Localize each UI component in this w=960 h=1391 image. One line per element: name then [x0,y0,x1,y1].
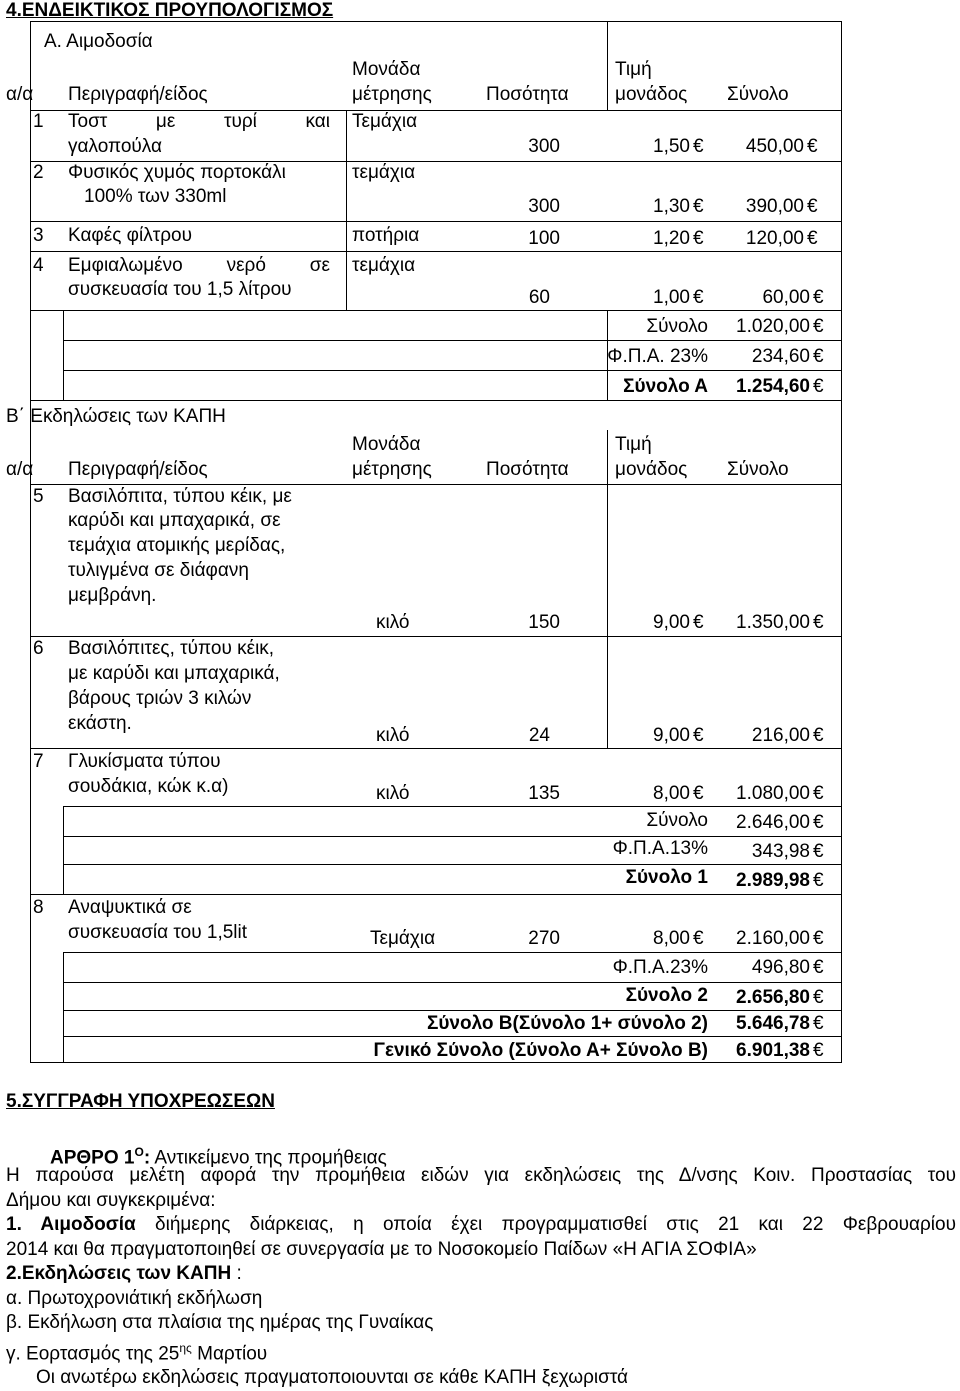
row-unit-price: 1,30 [653,196,690,217]
item-2-text: : [231,1263,242,1284]
subtotal-label: Σύνολο [646,810,708,831]
col-header-qty: Ποσότητα [486,84,569,105]
total-b-label: Σύνολο Β(Σύνολο 1+ σύνολο 2) [426,1013,708,1034]
sub-item-c [6,1336,956,1367]
row-description-line: τυλιγμένα σε διάφανη [68,560,249,581]
row-description: Γλυκίσματα τύπου [68,751,221,772]
row-total: 390,00 [745,196,804,217]
euro-icon: € [693,287,704,308]
item-1-heading: 1. Αιμοδοσία [6,1214,136,1235]
total-1-value: 2.989,98 [736,870,810,891]
grand-total-value: 6.901,38 [736,1040,810,1061]
euro-icon: € [693,196,704,217]
row-qty: 24 [528,725,550,746]
euro-icon: € [693,928,704,949]
vat-label: Φ.Π.Α. 23% [607,346,708,367]
euro-icon: € [813,612,824,633]
col-header-unit: Μονάδα [352,59,421,80]
euro-icon: € [813,783,824,804]
row-number: 2 [33,162,44,183]
grand-total-label: Γενικό Σύνολο (Σύνολο Α+ Σύνολο Β) [373,1040,708,1061]
row-total: 120,00 [745,228,804,249]
row-qty: 300 [528,196,560,217]
row-description-line: συσκευασία του 1,5lit [68,922,248,943]
section-b-title: Β΄ Εκδηλώσεις των ΚΑΠΗ [6,406,226,427]
row-unit-price: 9,00 [653,612,690,633]
col-header-unit-line2: μέτρησης [352,459,432,480]
euro-icon: € [693,725,704,746]
row-number: 1 [33,111,44,132]
row-total: 1.350,00 [736,612,810,633]
total-a-label: Σύνολο Α [623,376,708,397]
col-header-price: Τιμή [615,59,652,80]
row-description: Εμφιαλωμένο νερό σε [68,255,330,276]
total-2-label: Σύνολο 2 [625,985,708,1006]
euro-icon: € [807,196,818,217]
row-description-line2: συσκευασία του 1,5 λίτρου [68,279,292,300]
euro-icon: € [813,287,824,308]
euro-icon: € [813,346,824,367]
row-number: 3 [33,225,44,246]
col-header-total: Σύνολο [727,84,789,105]
sub-item-c-month: Μαρτίου [191,1342,268,1364]
row-description-line: καρύδι και μπαχαρικά, σε [68,510,281,531]
euro-icon: € [813,725,824,746]
section-a-title: Α. Αιμοδοσία [44,31,153,52]
euro-icon: € [813,376,824,397]
row-unit-price: 1,50 [653,136,690,157]
row-total: 2.160,00 [736,928,810,949]
row-total: 450,00 [745,136,804,157]
row-unit-price: 8,00 [653,928,690,949]
col-header-unit: Μονάδα [352,434,421,455]
item-1-line2: 2014 και θα πραγματοποιηθεί σε συνεργασία με το Νοσοκομείο Παίδων «Η ΑΓΙΑ ΣΟΦΙΑ» [6,1238,757,1260]
row-qty: 135 [528,783,560,804]
vat-value: 496,80 [751,957,810,978]
row-description-line: με καρύδι και μπαχαρικά, [68,663,280,684]
vat-value: 234,60 [751,346,810,367]
euro-icon: € [807,136,818,157]
row-number: 4 [33,255,44,276]
euro-icon: € [813,841,824,862]
intro-line: Δήμου και συγκεκριμένα: [6,1189,216,1211]
row-unit: κιλό [376,612,410,633]
row-description: Βασιλόπιτες, τύπου κέικ, [68,638,275,659]
col-header-aa: α/α [6,84,34,105]
col-header-price-line2: μονάδος [615,84,688,105]
sub-item-b: β. Εκδήλωση στα πλαίσια της ημέρας της Γυναίκας [6,1312,434,1333]
row-description: Τοστ με τυρί και [68,111,330,132]
row-description-line: τεμάχια ατομικής μερίδας, [68,535,286,556]
euro-icon: € [813,812,824,833]
row-description-line2: γαλοπούλα [68,136,162,157]
row-total: 60,00 [762,287,810,308]
col-header-aa: α/α [6,459,34,480]
euro-icon: € [813,870,824,891]
article-body [6,1164,956,1391]
row-unit-price: 1,00 [653,287,690,308]
total-a-value: 1.254,60 [736,376,810,397]
col-header-qty: Ποσότητα [486,459,569,480]
row-qty: 100 [528,228,560,249]
row-number: 8 [33,897,44,918]
row-total: 1.080,00 [736,783,810,804]
row-qty: 150 [528,612,560,633]
euro-icon: € [813,957,824,978]
total-1-label: Σύνολο 1 [625,867,708,888]
item-1-text: διήμερης διάρκειας, η οποία έχει προγραμματισθεί στις 21 και 22 Φεβρουαρίου [135,1214,956,1235]
closing-line: Οι ανωτέρω εκδηλώσεις πραγματοποιουνται σε κάθε ΚΑΠΗ ξεχωριστά [36,1367,629,1389]
row-unit-price: 8,00 [653,783,690,804]
col-header-desc: Περιγραφή/είδος [68,459,208,480]
row-qty: 60 [528,287,550,308]
row-number: 6 [33,638,44,659]
subtotal-value: 1.020,00 [736,316,810,337]
euro-icon: € [813,1013,824,1034]
total-2-value: 2.656,80 [736,987,810,1008]
row-description-line: βάρους τριών 3 κιλών [68,688,252,709]
article-title-colon: : [143,1147,151,1169]
row-unit: Τεμάχια [352,111,418,132]
row-description: Αναψυκτικά σε [68,897,192,918]
row-total: 216,00 [751,725,810,746]
row-description-line2: 100% των 330ml [84,186,227,207]
col-header-unit-line2: μέτρησης [352,84,432,105]
vat-label: Φ.Π.Α.23% [612,957,708,978]
row-description: Καφές φίλτρου [68,225,192,246]
col-header-price: Τιμή [615,434,652,455]
row-unit: τεμάχια [352,162,416,183]
row-unit-price: 9,00 [653,725,690,746]
item-2 [6,1262,956,1287]
euro-icon: € [813,1040,824,1061]
col-header-desc: Περιγραφή/είδος [68,84,208,105]
row-qty: 300 [528,136,560,157]
sub-item-a: α. Πρωτοχρονιάτική εκδήλωση [6,1287,263,1309]
euro-icon: € [693,136,704,157]
row-unit: ποτήρια [352,225,420,246]
row-description-line: εκάστη. [68,713,132,734]
row-number: 7 [33,751,44,772]
article-title-text: Αντικείμενο της προμήθειας [150,1147,387,1169]
vat-value: 343,98 [751,841,810,862]
sub-item-c-sup: ης [179,1340,192,1355]
euro-icon: € [813,316,824,337]
row-description-line: μεμβράνη. [68,585,157,606]
row-unit: κιλό [376,783,410,804]
row-description: Βασιλόπιτα, τύπου κέικ, με [68,486,292,507]
total-b-value: 5.646,78 [736,1013,810,1034]
euro-icon: € [693,228,704,249]
article-title-prefix: ΑΡΘΡΟ 1 [50,1147,135,1169]
item-2-heading: 2.Εκδηλώσεις των ΚΑΠΗ [6,1263,232,1284]
col-header-total: Σύνολο [727,459,789,480]
row-description-line: σουδάκια, κώκ κ.α) [68,776,229,797]
euro-icon: € [693,612,704,633]
row-unit-price: 1,20 [653,228,690,249]
euro-icon: € [813,928,824,949]
section-title: 4.ΕΝΔΕΙΚΤΙΚΟΣ ΠΡΟΥΠΟΛΟΓΙΣΜΟΣ [6,0,334,21]
col-header-price-line2: μονάδος [615,459,688,480]
row-qty: 270 [528,928,560,949]
subtotal-label: Σύνολο [646,316,708,337]
vat-label: Φ.Π.Α.13% [612,838,708,859]
row-unit: τεμάχια [352,255,416,276]
subtotal-value: 2.646,00 [736,812,810,833]
euro-icon: € [813,987,824,1008]
article-title-sup: Ο [134,1145,144,1159]
euro-icon: € [693,783,704,804]
euro-icon: € [807,228,818,249]
row-number: 5 [33,486,44,507]
item-1 [6,1213,956,1238]
row-unit: Τεμάχια [370,928,436,949]
intro-line: Η παρούσα μελέτη αφορά την προμήθεια ειδών για εκδηλώσεις της Δ/νσης Κοιν. Προστασίας του [6,1165,956,1186]
row-description: Φυσικός χυμός πορτοκάλι [68,162,286,183]
sub-item-c-text: γ. Εορτασμός της 25 [6,1342,180,1364]
section-title: 5.ΣΥΓΓΡΑΦΗ ΥΠΟΧΡΕΩΣΕΩΝ [6,1091,275,1112]
row-unit: κιλό [376,725,410,746]
